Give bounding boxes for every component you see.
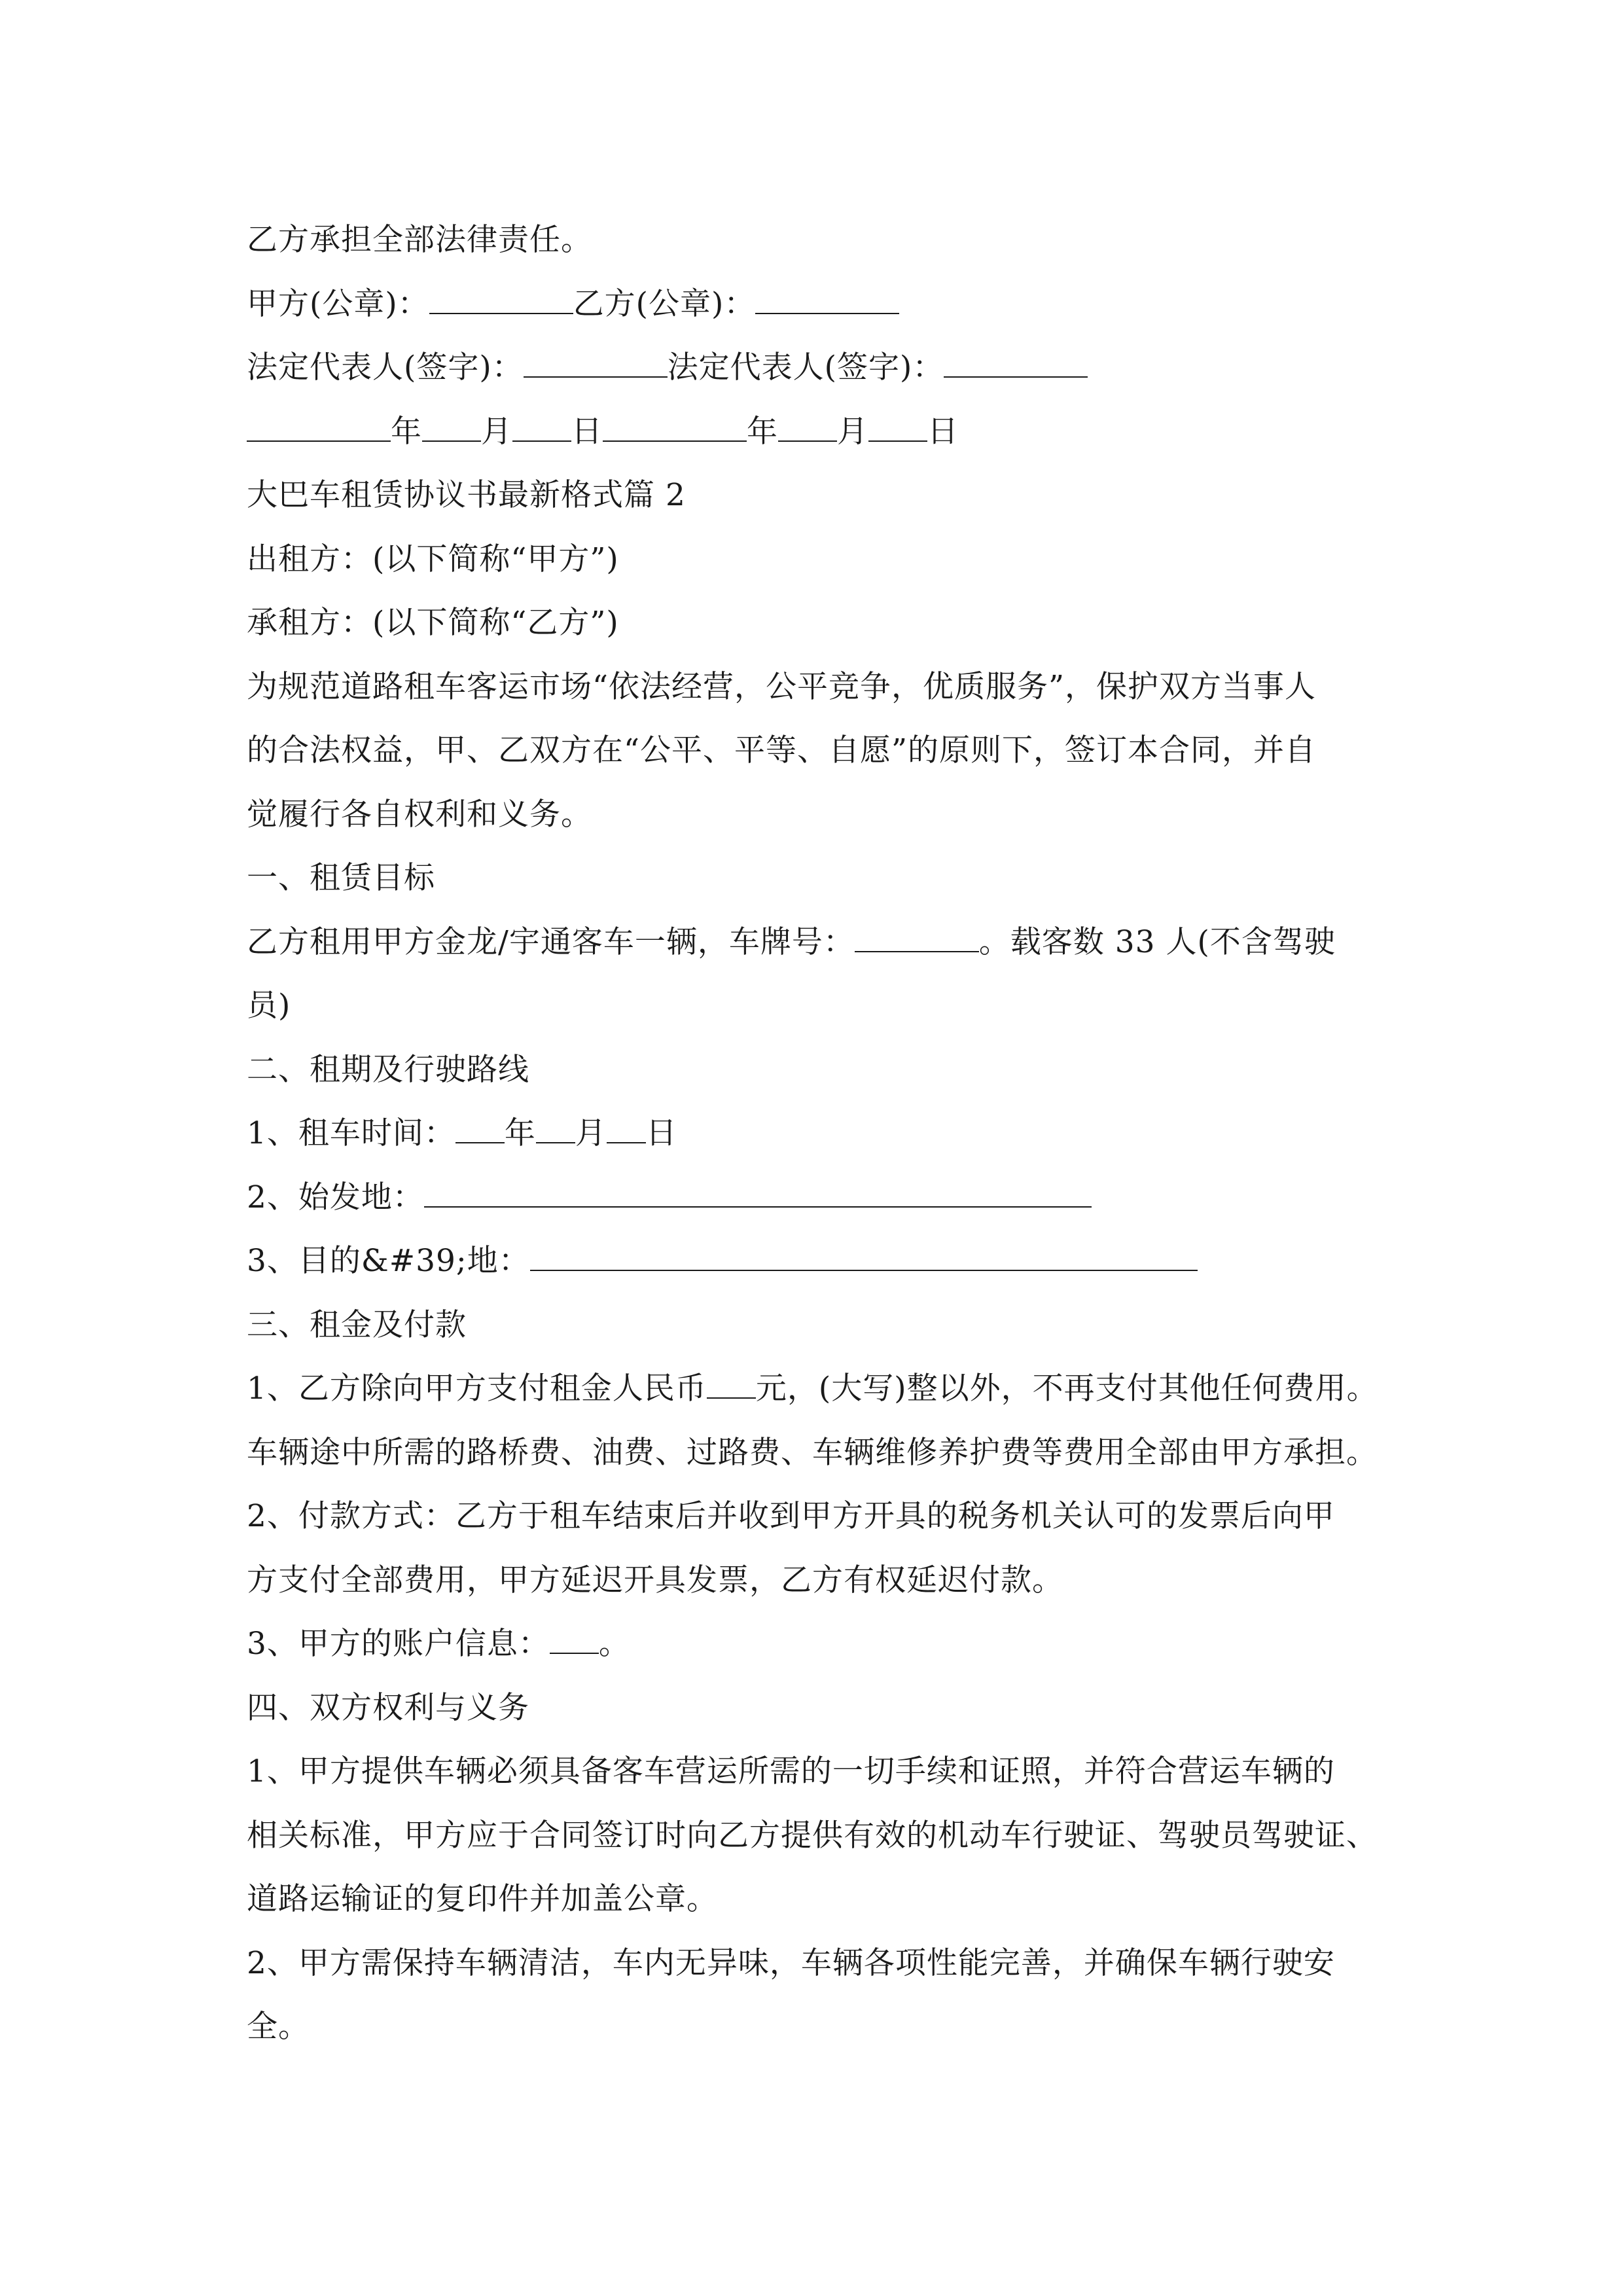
- section-heading: 二、租期及行驶路线: [247, 1051, 529, 1088]
- day-label: 日: [571, 413, 603, 450]
- blank: [868, 408, 927, 442]
- month-label: 月: [575, 1115, 607, 1151]
- text: 。: [598, 1626, 630, 1662]
- party-b-rep-blank: [944, 344, 1088, 378]
- text-line: 承租方：(以下简称“乙方”): [247, 605, 619, 641]
- date-line: [247, 400, 1379, 464]
- text-line: 2、付款方式：乙方于租车结束后并收到甲方开具的税务机关认可的发票后向甲: [247, 1498, 1335, 1534]
- year-label: 年: [391, 413, 422, 450]
- year-label: 年: [747, 413, 778, 450]
- text: 3、甲方的账户信息：: [247, 1626, 550, 1662]
- blank: [607, 1109, 646, 1143]
- section-title: 大巴车租赁协议书最新格式篇 2: [247, 477, 686, 513]
- document-page: [247, 208, 1379, 2059]
- party-a-seal-blank: [429, 280, 573, 314]
- party-a-rep-label: 法定代表人(签字)：: [247, 350, 524, 386]
- blank: [536, 1109, 575, 1143]
- text-line: 的合法权益，甲、乙双方在“公平、平等、自愿”的原则下，签订本合同，并自: [247, 732, 1317, 768]
- month-label: 月: [837, 413, 868, 450]
- text-line: [247, 910, 1379, 975]
- text-line: [247, 1612, 1379, 1676]
- blank: [422, 408, 481, 442]
- text-line: 觉履行各自权利和义务。: [247, 796, 592, 833]
- text-line: 2、甲方需保持车辆清洁，车内无异味，车辆各项性能完善，并确保车辆行驶安: [247, 1945, 1335, 1981]
- text-line: 车辆途中所需的路桥费、油费、过路费、车辆维修养护费等费用全部由甲方承担。: [247, 1434, 1378, 1471]
- text-line: 为规范道路租车客运市场“依法经营，公平竞争，优质服务”，保护双方当事人: [247, 668, 1317, 705]
- destination-blank: [530, 1237, 1198, 1271]
- text: 1、乙方除向甲方支付租金人民币: [247, 1371, 707, 1407]
- section-heading: 三、租金及付款: [247, 1306, 467, 1343]
- text: 乙方租用甲方金龙/宇通客车一辆，车牌号：: [247, 924, 855, 960]
- blank: [455, 1109, 505, 1143]
- day-label: 日: [645, 1115, 677, 1151]
- text-line: [247, 1166, 1379, 1230]
- seal-line: [247, 272, 1379, 336]
- blank: [512, 408, 571, 442]
- text-line: 相关标准，甲方应于合同签订时向乙方提供有效的机动车行驶证、驾驶员驾驶证、: [247, 1817, 1378, 1854]
- origin-blank: [424, 1174, 1092, 1208]
- day-label: 日: [927, 413, 959, 450]
- blank: [603, 408, 747, 442]
- text-line: 方支付全部费用，甲方延迟开具发票，乙方有权延迟付款。: [247, 1562, 1063, 1598]
- party-b-seal-blank: [755, 280, 899, 314]
- text-line: [247, 1102, 1379, 1166]
- party-a-rep-blank: [524, 344, 668, 378]
- text-line: [247, 1229, 1379, 1293]
- blank: [778, 408, 837, 442]
- text-line: 全。: [247, 2009, 310, 2045]
- text-line: 乙方承担全部法律责任。: [247, 222, 592, 258]
- text-line: 员): [247, 988, 291, 1024]
- text: 。载客数 33 人(不含驾驶: [978, 924, 1336, 960]
- party-a-seal-label: 甲方(公章)：: [247, 285, 429, 322]
- party-b-seal-label: 乙方(公章)：: [573, 285, 756, 322]
- text: 1、租车时间：: [247, 1115, 455, 1151]
- text: 2、始发地：: [247, 1179, 424, 1215]
- text-line: 道路运输证的复印件并加盖公章。: [247, 1881, 718, 1917]
- account-blank: [550, 1620, 599, 1654]
- year-label: 年: [504, 1115, 536, 1151]
- blank: [247, 408, 391, 442]
- amount-blank: [707, 1365, 756, 1399]
- plate-number-blank: [855, 918, 979, 952]
- text-line: [247, 1357, 1379, 1421]
- section-heading: 四、双方权利与义务: [247, 1689, 529, 1726]
- text-line: 出租方：(以下简称“甲方”): [247, 541, 619, 577]
- text-line: 1、甲方提供车辆必须具备客车营运所需的一切手续和证照，并符合营运车辆的: [247, 1753, 1335, 1789]
- text: 3、目的&#39;地：: [247, 1243, 530, 1279]
- signature-line: [247, 336, 1379, 400]
- party-b-rep-label: 法定代表人(签字)：: [667, 350, 944, 386]
- month-label: 月: [481, 413, 512, 450]
- section-heading: 一、租赁目标: [247, 860, 435, 896]
- text: 元，(大写)整以外，不再支付其他任何费用。: [755, 1371, 1378, 1407]
